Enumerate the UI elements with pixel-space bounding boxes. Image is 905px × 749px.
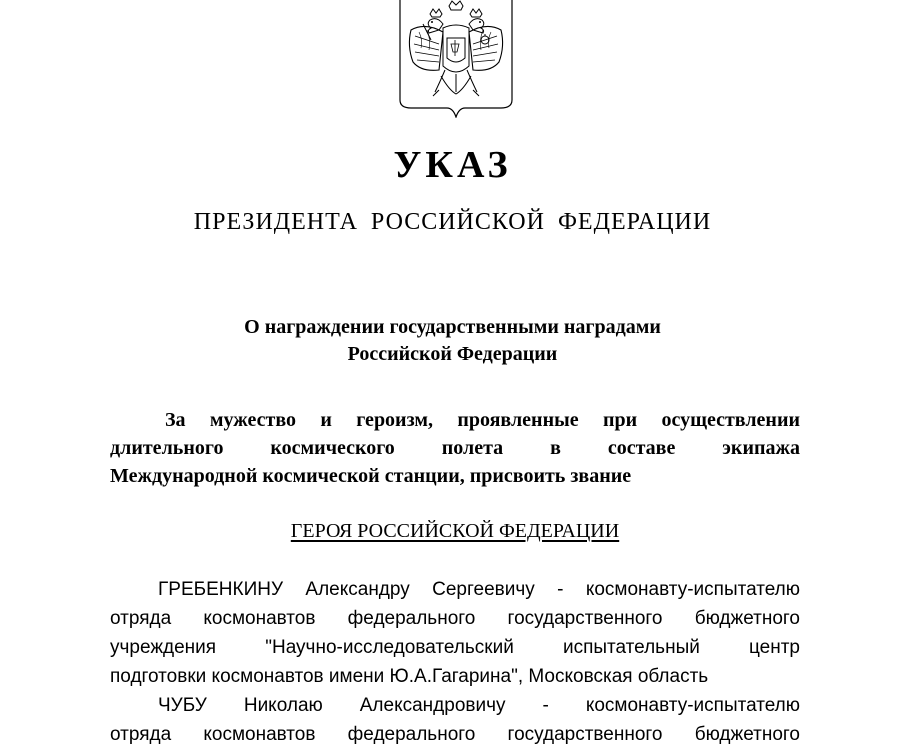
- awardee-line: подготовки космонавтов имени Ю.А.Гагарина", Московская область: [110, 666, 709, 687]
- awardee-line: ГРЕБЕНКИНУ Александру Сергеевичу - космонавту-испытателю: [158, 579, 800, 600]
- document-subtitle: ПРЕЗИДЕНТА РОССИЙСКОЙ ФЕДЕРАЦИИ: [193, 209, 712, 235]
- awardee-line: ЧУБУ Николаю Александровичу - космонавту-испытателю: [158, 695, 800, 716]
- awardee-line: отряда космонавтов федерального государственного бюджетного: [110, 608, 800, 629]
- preamble-line: За мужество и героизм, проявленные при осуществлении: [165, 409, 800, 431]
- award-title: [0, 516, 905, 546]
- awardee-line: учреждения "Научно-исследовательский испытательный центр: [110, 637, 800, 658]
- double-headed-eagle-icon: [399, 0, 513, 118]
- decree-heading-line: Российской Федерации: [347, 343, 558, 365]
- award-title-text: ГЕРОЯ РОССИЙСКОЙ ФЕДЕРАЦИИ: [290, 520, 620, 542]
- awardee-paragraph: [110, 691, 800, 749]
- decree-preamble: [110, 406, 800, 490]
- preamble-line: Международной космической станции, присвоить звание: [110, 465, 632, 487]
- awardee-paragraph: [110, 575, 800, 691]
- decree-heading-line: О награждении государственными наградами: [244, 316, 661, 338]
- awardee-line: отряда космонавтов федерального государственного бюджетного: [110, 724, 800, 745]
- coat-of-arms-emblem: [399, 0, 513, 118]
- awardees-list: [110, 575, 800, 749]
- document-title: УКАЗ: [393, 144, 512, 186]
- decree-heading: [0, 314, 905, 368]
- preamble-line: длительного космического полета в составе экипажа: [110, 437, 800, 459]
